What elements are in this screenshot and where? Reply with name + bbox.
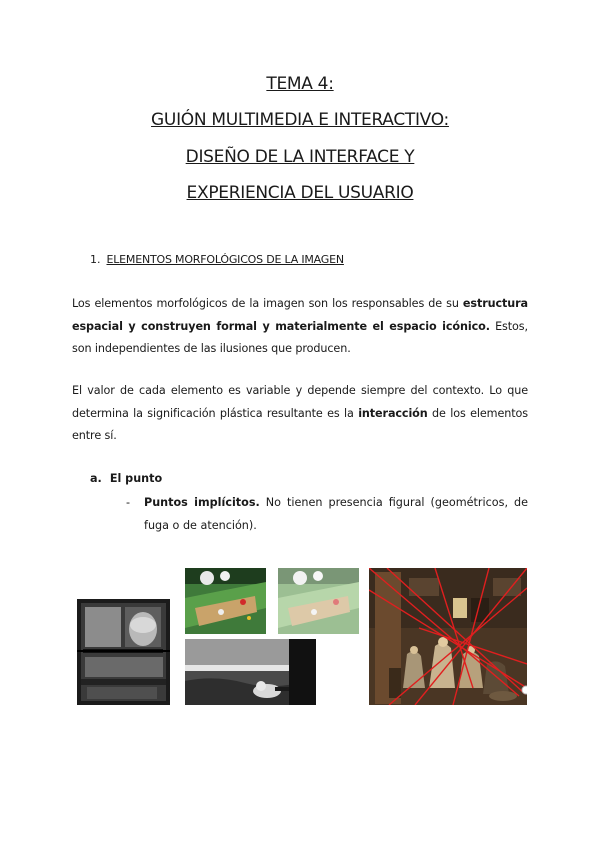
section-number: 1. xyxy=(90,253,101,266)
bullet-text xyxy=(144,492,528,537)
paragraph-1-text-b: Estos, son independientes de las ilusiones que producen. xyxy=(72,319,528,355)
page-title-line-2: GUIÓN MULTIMEDIA E INTERACTIVO: xyxy=(151,110,449,130)
bullet-body: No tienen presencia figural (geométricos, de fuga o de atención). xyxy=(144,496,529,532)
section-title: ELEMENTOS MORFOLÓGICOS DE LA IMAGEN xyxy=(106,253,344,266)
photo-bw-man-window xyxy=(77,599,170,705)
bullet-item xyxy=(126,492,528,537)
photo-bw-seascape-man xyxy=(185,639,316,705)
paragraph-2 xyxy=(72,380,528,448)
photo-green-field-color xyxy=(185,568,266,634)
page-title-line-1: TEMA 4: xyxy=(266,74,334,94)
subsection-heading xyxy=(90,472,162,485)
paragraph-1 xyxy=(72,293,528,361)
page-title-line-4: EXPERIENCIA DEL USUARIO xyxy=(186,183,414,203)
paragraph-2-bold: interacción xyxy=(358,406,428,420)
subsection-letter: a. xyxy=(90,472,102,485)
section-heading xyxy=(90,253,344,266)
bullet-bold: Puntos implícitos. xyxy=(144,496,260,509)
page-title-line-3: DISEÑO DE LA INTERFACE Y xyxy=(185,147,415,167)
paragraph-2-text-a: El valor de cada elemento es variable y depende siempre del contexto. Lo que determina la significación plástica resultante es la xyxy=(72,384,528,420)
paragraph-1-text-a: Los elementos morfológicos de la imagen son los responsables de su xyxy=(72,297,463,310)
painting-las-meninas-perspective xyxy=(369,568,527,705)
photo-green-field-faded xyxy=(278,568,359,634)
paragraph-2-text-b: de los elementos entre sí. xyxy=(72,406,529,442)
paragraph-1-bold: estructura espacial y construyen formal y materialmente el espacio icónico. xyxy=(72,297,528,333)
subsection-title: El punto xyxy=(109,472,163,485)
bullet-dash: - xyxy=(126,496,131,509)
